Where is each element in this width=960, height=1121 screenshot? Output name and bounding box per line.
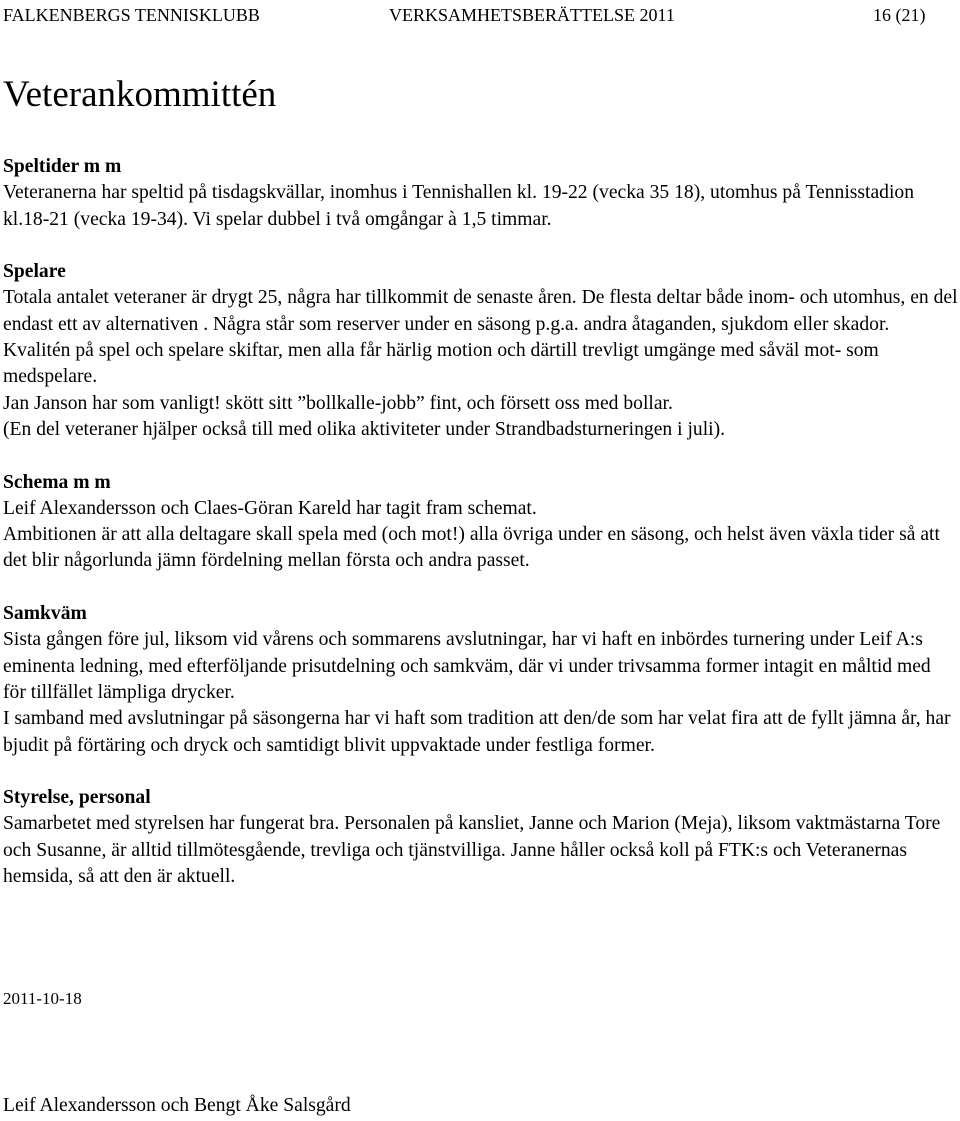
paragraph: Samarbetet med styrelsen har fungerat bra. Personalen på kansliet, Janne och Marion (Meja), liksom vaktmästarna Tore och Susanne, är alltid tillmötesgående, trevliga och tjänstvilliga. Janne håller också koll på FTK:s och Veteranernas hemsida, så att den är aktuell.	[3, 813, 941, 888]
paragraph: Leif Alexandersson och Claes-Göran Kareld har tagit fram schemat.	[3, 497, 537, 519]
document-body	[3, 154, 958, 890]
section-heading: Schema m m	[3, 471, 111, 493]
page-title: Veterankommittén	[3, 74, 277, 115]
header-report-title: VERKSAMHETSBERÄTTELSE 2011	[389, 5, 675, 25]
section-samkvam	[3, 601, 958, 759]
paragraph: Ambitionen är att alla deltagare skall spela med (och mot!) alla övriga under en säsong, och helst även växla tider så att det blir någorlunda jämn fördelning mellan första och andra passet.	[3, 524, 940, 572]
section-styrelse	[3, 785, 958, 890]
section-heading: Styrelse, personal	[3, 787, 151, 809]
paragraph: Sista gången före jul, liksom vid vårens och sommarens avslutningar, har vi haft en inbördes turnering under Leif A:s eminenta ledning, med efterföljande prisutdelning och samkväm, där vi under trivsamma former intagit en måltid med för tillfället lämpliga drycker.	[3, 629, 931, 703]
signature: Leif Alexandersson och Bengt Åke Salsgård	[3, 1095, 351, 1116]
section-heading: Spelare	[3, 261, 66, 283]
paragraph: Kvalitén på spel och spelare skiftar, men alla får härlig motion och därtill trevligt umgänge med såväl mot- som medspelare.	[3, 340, 879, 388]
paragraph: Jan Janson har som vanligt! skött sitt ”bollkalle-jobb” fint, och försett oss med bollar.	[3, 392, 673, 414]
running-header	[3, 3, 933, 27]
paragraph: Totala antalet veteraner är drygt 25, några har tillkommit de senaste åren. De flesta deltar både inom- och utomhus, en del endast ett av alternativen . Några står som reserver under en säsong p.g.a. andra åtaganden, sjukdom eller skador.	[3, 287, 958, 335]
section-speltider	[3, 154, 958, 233]
paragraph: Veteranerna har speltid på tisdagskvällar, inomhus i Tennishallen kl. 19-22 (vecka 35 18), utomhus på Tennisstadion kl.18-21 (vecka 19-34). Vi spelar dubbel i två omgångar à 1,5 timmar.	[3, 182, 915, 230]
document-date: 2011-10-18	[3, 989, 82, 1008]
paragraph: (En del veteraner hjälper också till med olika aktiviteter under Strandbadsturneringen i juli).	[3, 418, 726, 440]
paragraph: I samband med avslutningar på säsongerna har vi haft som tradition att den/de som har velat fira att de fyllt jämna år, har bjudit på förtäring och dryck och samtidigt blivit uppvaktade under festliga former.	[3, 708, 951, 756]
section-spelare	[3, 259, 958, 443]
section-heading: Speltider m m	[3, 156, 122, 177]
section-heading: Samkväm	[3, 603, 87, 625]
section-schema	[3, 470, 958, 575]
header-page-number: 16 (21)	[873, 5, 926, 25]
header-club-name: FALKENBERGS TENNISKLUBB	[3, 5, 260, 25]
